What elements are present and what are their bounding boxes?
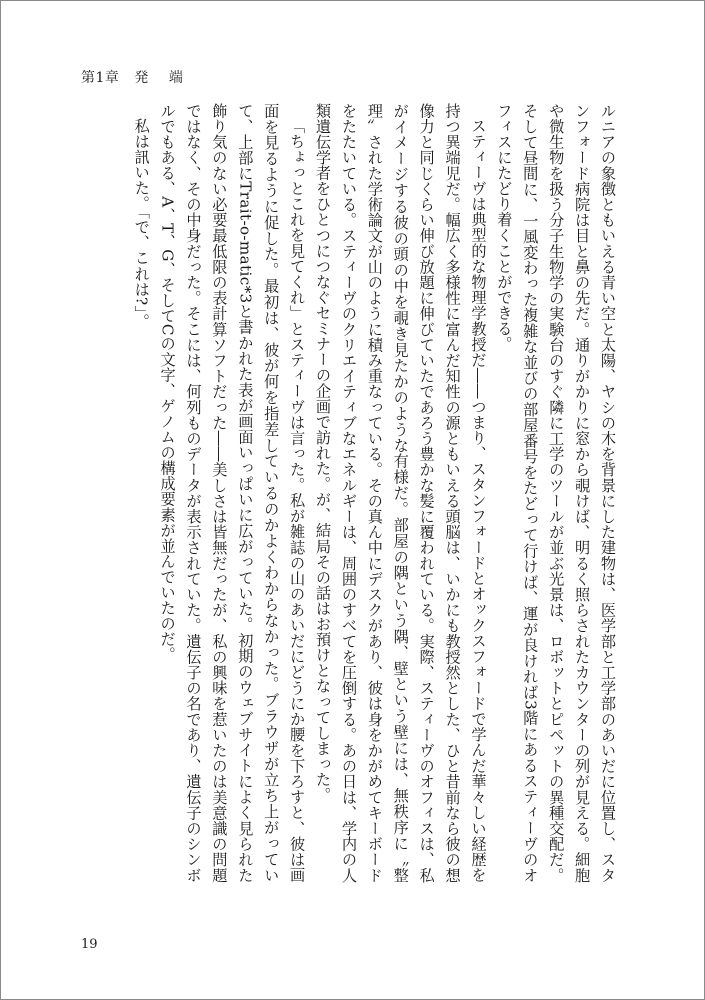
paragraph: スティーヴは典型的な物理学教授だ――つまり、スタンフォードとオックスフォードで学んだ華々しい経歴を持つ異端児だ。幅広く多様性に富んだ知性の源ともいえる頭脳は、いかにも教授然とした、ひと昔前なら彼の想像力と同じくらい伸び放題に伸びていたであろう豊かな髪に覆われている。実際、スティーヴのオフィスは、私がイメージする彼の頭の中を覗き見たかのような有様だ。部屋の隅という隅、壁という壁には、無秩序に〝整理〟された学術論文が山のように積み重なっている。その真ん中にデスクがあり、彼は身をかがめてキーボードをたたいている。スティーヴのクリエイティブなエネルギーは、周囲のすべてを圧倒する。あの日は、学内の人類遺伝学者をひとつにつなぐセミナーの企画で訪れた。が、結局その話はお預けとなってしまった。 (314, 103, 488, 883)
paragraph: 「ちょっとこれを見てくれ」とスティーヴは言った。私が雑誌の山のあいだにどうにか腰を下ろすと、彼は画面を見るように促した。最初は、彼が何を指差しているのかよくわからなかった。ブラウザが立ち上がっていて、上部にTrait-o-matic*3と書かれた表が画面いっぱいに広がっていた。初期のウェブサイトによく見られた飾り気のない必要最低限の表計算ソフトだった――美しさは皆無だったが、私の興味を惹いたのは美意識の問題ではなく、その中身だった。そこには、何列ものデータが表示されていた。遺伝子の名であり、遺伝子のシンボルでもある、A、T、G、そしてCの文字、ゲノムの構成要素が並んでいたのだ。 (158, 103, 307, 883)
running-head (81, 67, 191, 87)
chapter-title: 発 端 (134, 70, 191, 86)
vertical-body-text (60, 103, 620, 883)
page-number: 19 (81, 937, 98, 952)
paragraph: 私は訊いた。「で、これは?」。 (132, 118, 151, 330)
chapter-number: 第1章 (81, 70, 120, 86)
paragraph: ルニアの象徴ともいえる青い空と太陽、ヤシの木を背景にした建物は、医学部と工学部のあいだに位置し、スタンフォード病院は目と鼻の先だ。通りがかりに窓から覗けば、明るく照らされたカウンターの列が見える。細胞や微生物を扱う分子生物学の実験台のすぐ隣に工学のツールが並ぶ光景は、ロボットとピペットの異種交配だ。そして昼間に、一風変わった複雑な並びの部屋番号をたどって行けば、運が良ければ3階にあるスティーヴのオフィスにたどり着くことができる。 (495, 103, 617, 883)
